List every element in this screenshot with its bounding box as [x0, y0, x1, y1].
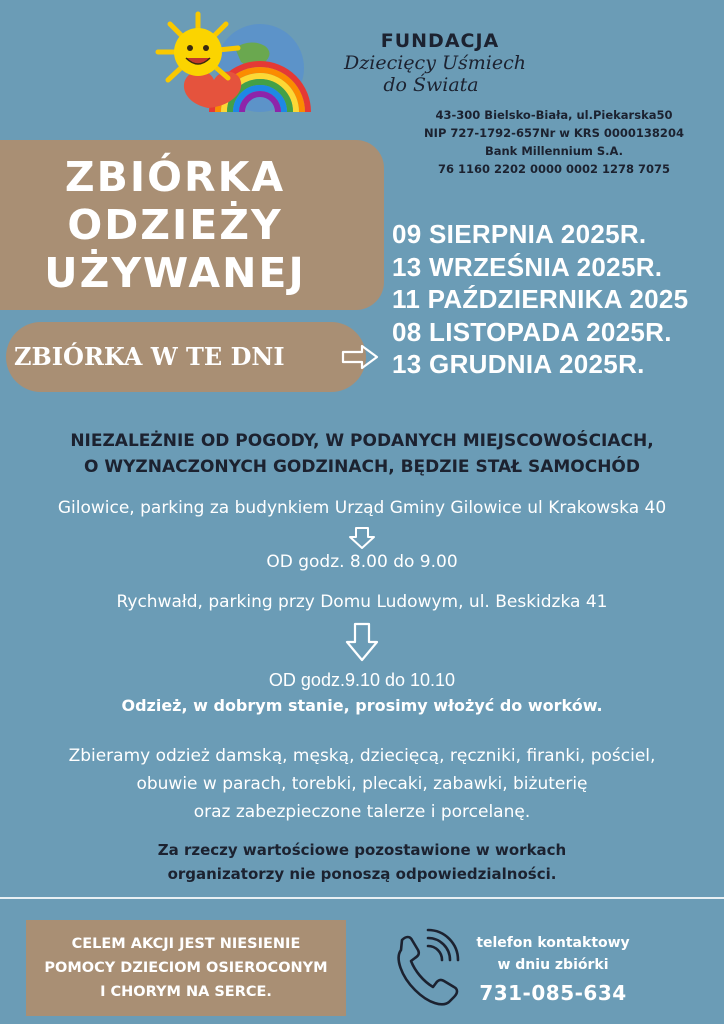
- arrow-down-icon: [345, 622, 379, 662]
- campaign-aim: [26, 920, 346, 1016]
- disclaimer-line1: Za rzeczy wartościowe pozostawione w workach: [157, 841, 567, 859]
- items-line2: obuwie w parach, torebki, plecaki, zabawki, biżuterię: [136, 774, 588, 794]
- disclaimer-line2: organizatorzy nie ponoszą odpowiedzialności.: [167, 865, 557, 883]
- divider: [0, 897, 724, 899]
- contact-info: [466, 932, 640, 1010]
- collection-dates: [392, 218, 722, 381]
- date-item: 13 GRUDNIA 2025R.: [392, 349, 645, 379]
- org-name-line2: Dziecięcy Uśmiech: [344, 52, 526, 74]
- title-line3: UŻYWANEJ: [44, 249, 306, 297]
- contact-label: telefon kontaktowy: [476, 935, 630, 951]
- time-gilowice: OD godz. 8.00 do 9.00: [266, 552, 458, 572]
- title-line1: ZBIÓRKA: [64, 153, 286, 201]
- arrow-down-icon: [347, 526, 377, 550]
- contact-sublabel: w dniu zbiórki: [497, 957, 609, 973]
- items-line3: oraz zabezpieczone talerze i porcelanę.: [193, 802, 531, 822]
- date-item: 13 WRZEŚNIA 2025R.: [392, 251, 663, 282]
- date-item: 11 PAŹDZIERNIKA 2025: [392, 284, 689, 314]
- main-title: [10, 140, 340, 310]
- org-account-number: 76 1160 2202 0000 0002 1278 7075: [437, 162, 671, 176]
- location-gilowice: Gilowice, parking za budynkiem Urząd Gminy Gilowice ul Krakowska 40: [57, 498, 667, 518]
- aim-line3: I CHORYM NA SERCE.: [100, 984, 272, 1000]
- location-rychwald: Rychwałd, parking przy Domu Ludowym, ul. Beskidzka 41: [116, 592, 608, 612]
- collected-items: [0, 742, 724, 826]
- contact-phone-number[interactable]: 731-085-634: [479, 981, 627, 1005]
- bags-note: Odzież, w dobrym stanie, prosimy włożyć do worków.: [121, 696, 603, 715]
- org-bank: Bank Millennium S.A.: [484, 144, 624, 158]
- date-item: 09 SIERPNIA 2025R.: [392, 219, 647, 249]
- sun-icon: [174, 28, 222, 76]
- aim-line1: CELEM AKCJI JEST NIESIENIE: [71, 936, 301, 952]
- time-rychwald: OD godz.9.10 do 10.10: [268, 670, 456, 690]
- items-line1: Zbieramy odzież damską, męską, dziecięcą, ręczniki, firanki, pościel,: [68, 746, 656, 766]
- organization-name: [344, 30, 530, 96]
- organization-details: [404, 106, 704, 178]
- arrow-right-icon: [340, 343, 380, 371]
- date-item: 08 LISTOPADA 2025R.: [392, 316, 672, 347]
- foundation-logo: [140, 8, 336, 124]
- collection-days-label: ZBIÓRKA W TE DNI: [14, 342, 285, 371]
- org-address: 43-300 Bielsko-Biała, ul.Piekarska50: [435, 108, 673, 122]
- weather-notice: [0, 428, 724, 480]
- org-nip-krs: NIP 727-1792-657Nr w KRS 0000138204: [424, 126, 684, 140]
- liability-disclaimer: [0, 838, 724, 886]
- title-line2: ODZIEŻY: [67, 201, 283, 249]
- org-name-line3: do Świata: [383, 74, 479, 96]
- notice-line1: NIEZALEŻNIE OD POGODY, W PODANYCH MIEJSCOWOŚCIACH,: [70, 431, 654, 451]
- phone-icon: [388, 928, 460, 1008]
- org-name-line1: FUNDACJA: [380, 30, 500, 52]
- aim-line2: POMOCY DZIECIOM OSIEROCONYM: [44, 960, 328, 976]
- notice-line2: O WYZNACZONYCH GODZINACH, BĘDZIE STAŁ SAMOCHÓD: [84, 457, 640, 477]
